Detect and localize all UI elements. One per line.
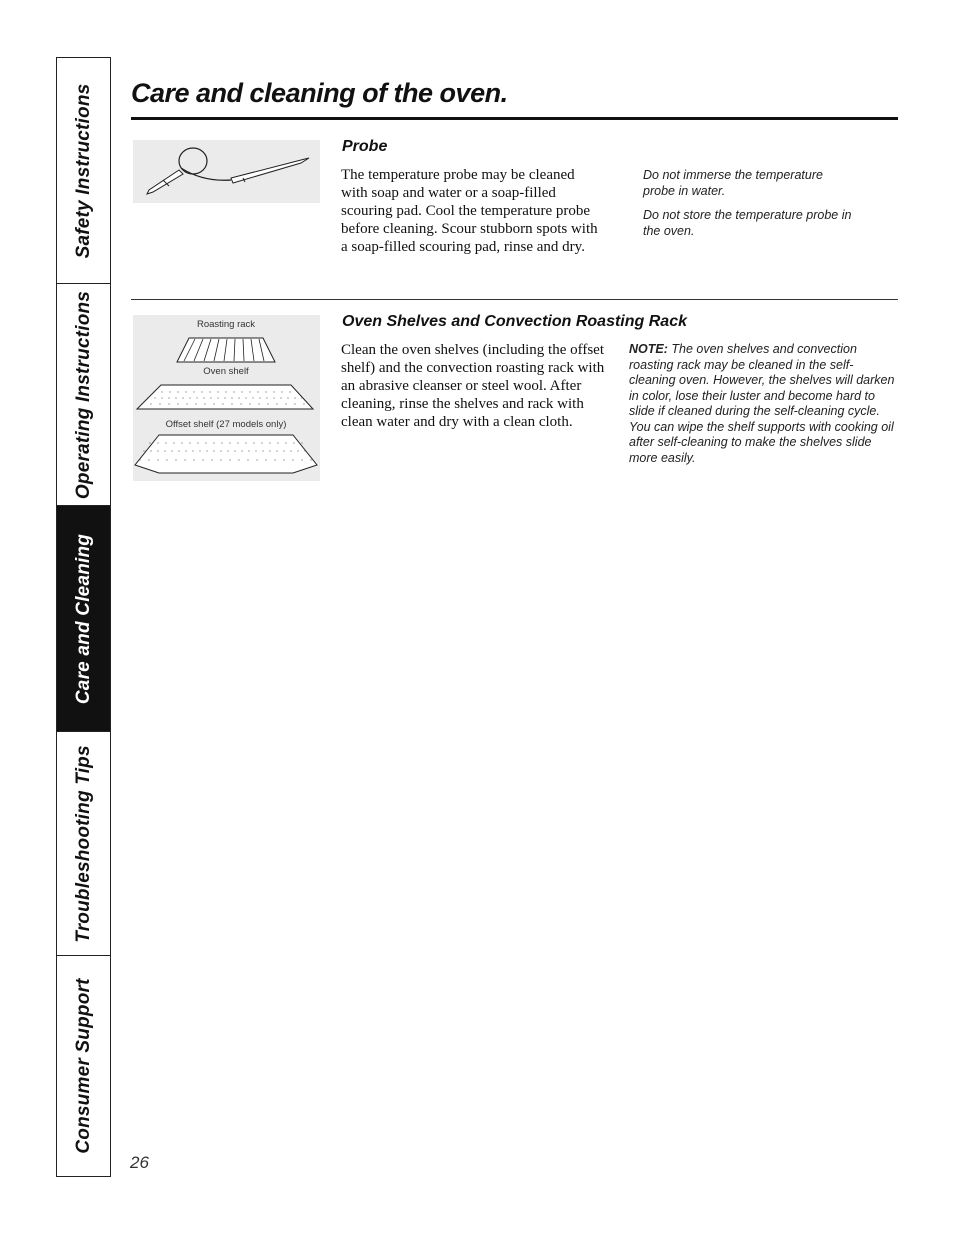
tab-label: Care and Cleaning — [72, 533, 94, 704]
roasting-rack-label: Roasting rack — [196, 319, 256, 330]
probe-body: The temperature probe may be cleaned with soap and water or a soap-filled scouring pad. Cool the temperature probe before cleaning. Scour stubborn spots with a soap-filled scouring pad, rinse and dry. — [341, 167, 598, 255]
tab-safety-instructions[interactable] — [57, 58, 110, 284]
probe-illustration — [133, 140, 320, 203]
section-tabs — [56, 57, 111, 1177]
note-label: NOTE: — [629, 342, 668, 356]
shelves-body: Clean the oven shelves (including the offset shelf) and the convection roasting rack with an abrasive cleanser or steel wool. After cleaning, rinse the shelves and rack with clean water and dry with a clean cloth. — [341, 342, 605, 430]
oven-shelf-label: Oven shelf — [203, 366, 249, 377]
tab-label: Troubleshooting Tips — [72, 744, 94, 943]
probe-cable-loop — [179, 148, 207, 174]
tab-troubleshooting-tips[interactable] — [57, 732, 110, 956]
shelves-drawing — [133, 315, 320, 481]
shelves-illustration — [133, 315, 320, 481]
offset-shelf-label: Offset shelf (27 models only) — [165, 419, 287, 430]
probe-tip — [231, 158, 309, 183]
oven-shelf-drawing — [137, 385, 313, 409]
title-divider — [131, 117, 898, 120]
probe-note-store: Do not store the temperature probe in the oven. — [643, 208, 852, 238]
probe-note-immerse: Do not immerse the temperature probe in water. — [643, 168, 823, 198]
tab-label: Safety Instructions — [72, 83, 94, 258]
tab-operating-instructions[interactable] — [57, 284, 110, 506]
tab-label: Consumer Support — [72, 978, 94, 1154]
tab-consumer-support[interactable] — [57, 956, 110, 1176]
tab-label: Operating Instructions — [72, 290, 94, 499]
tab-care-and-cleaning[interactable] — [57, 506, 110, 732]
shelves-heading: Oven Shelves and Convection Roasting Rack — [342, 313, 687, 330]
offset-shelf-drawing — [135, 435, 317, 473]
probe-heading: Probe — [342, 138, 388, 155]
shelves-note — [629, 342, 897, 466]
probe-drawing — [133, 140, 320, 203]
note-body: The oven shelves and convection roasting rack may be cleaned in the self-cleaning oven. However, the shelves will darken in color, lose their luster and become hard to slide if cleaned during the self-cleaning cycle. You can wipe the shelf supports with cooking oil after self-cleaning to make the shelves slide more easily. — [629, 342, 895, 465]
roasting-rack-drawing — [177, 338, 275, 362]
page-number: 26 — [130, 1153, 149, 1172]
section-divider — [131, 299, 898, 300]
probe-cable — [181, 168, 231, 180]
page-title: Care and cleaning of the oven. — [131, 78, 508, 108]
